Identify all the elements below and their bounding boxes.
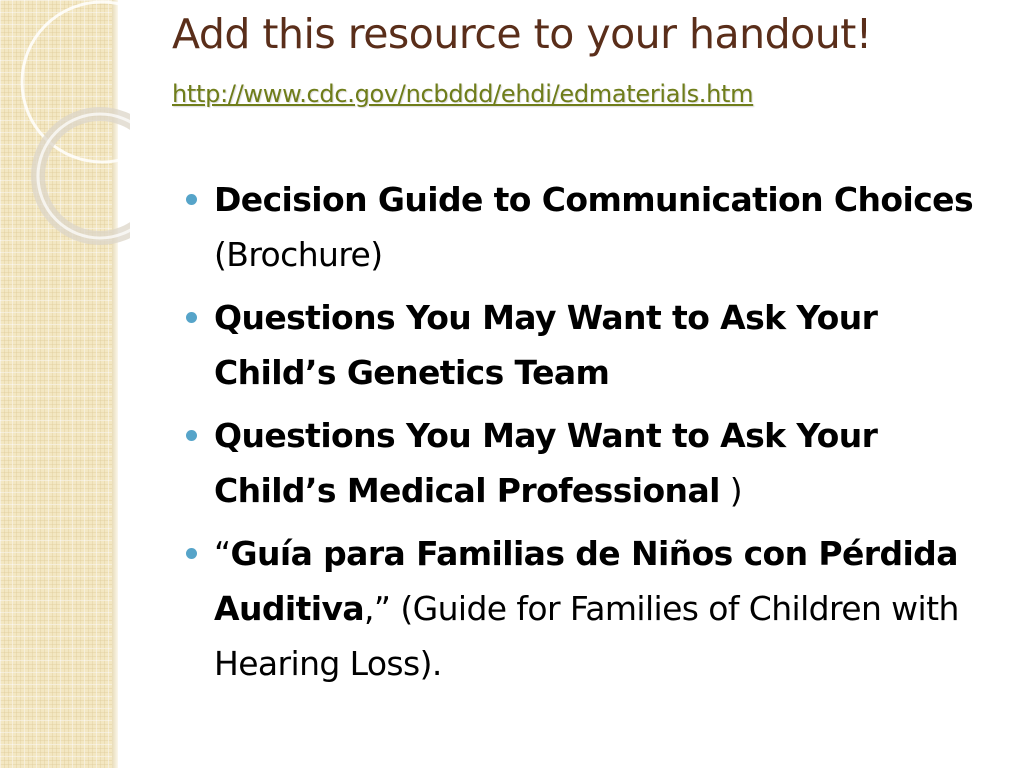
item-title: Questions You May Want to Ask Your Child’s Genetics Team	[214, 298, 878, 392]
bullet-icon	[186, 194, 197, 205]
list-item	[186, 526, 996, 691]
list-item	[186, 172, 996, 282]
item-title: Decision Guide to Communication Choices	[214, 180, 973, 219]
list-item	[186, 290, 996, 400]
item-open-quote: “	[214, 534, 231, 573]
decorative-rings-icon	[0, 0, 130, 260]
list-item	[186, 408, 996, 518]
item-note: )	[719, 471, 742, 510]
item-note: ,” (Guide for Families of Children with Hearing Loss).	[214, 589, 959, 683]
item-title: Guía para Familias de Niños con Pérdida Auditiva	[214, 534, 958, 628]
bullet-icon	[186, 312, 197, 323]
resource-link[interactable]: http://www.cdc.gov/ncbddd/ehdi/edmaterials.htm	[172, 80, 754, 108]
item-note: (Brochure)	[214, 235, 383, 274]
bullet-icon	[186, 548, 197, 559]
item-title: Questions You May Want to Ask Your Child’s Medical Professional	[214, 416, 878, 510]
resource-list	[186, 172, 996, 699]
bullet-icon	[186, 430, 197, 441]
slide-title: Add this resource to your handout!	[172, 10, 872, 58]
